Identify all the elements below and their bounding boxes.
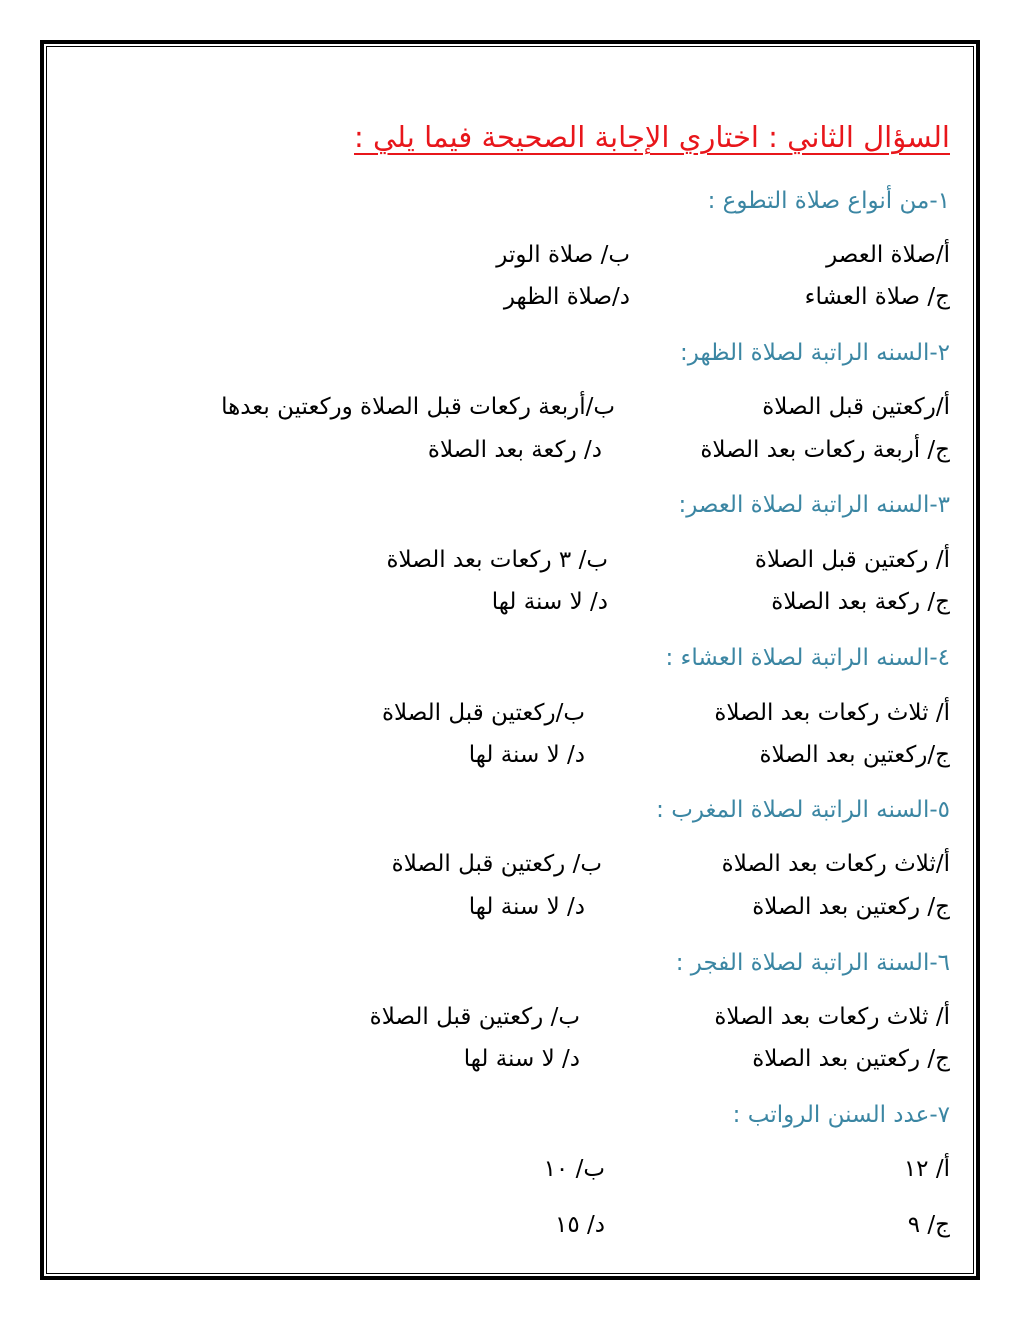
q4-option-b: ب/ركعتين قبل الصلاة [381,700,585,726]
q6-option-c: ج/ ركعتين بعد الصلاة [752,1046,950,1072]
q1-option-d: د/صلاة الظهر [503,284,630,310]
q6-option-a: أ/ ثلاث ركعات بعد الصلاة [714,1004,950,1030]
q1-option-c: ج/ صلاة العشاء [804,284,950,310]
q5-option-c: ج/ ركعتين بعد الصلاة [752,894,950,920]
q1-option-a: أ/صلاة العصر [826,242,950,268]
q7-option-d: د/ ١٥ [554,1212,605,1238]
q2-option-b: ب/أربعة ركعات قبل الصلاة وركعتين بعدها [221,394,615,420]
q2-option-c: ج/ أربعة ركعات بعد الصلاة [700,437,950,463]
q3-option-c: ج/ ركعة بعد الصلاة [771,589,950,615]
question-3: ٣-السنه الراتبة لصلاة العصر: [678,492,950,518]
q3-option-d: د/ لا سنة لها [491,589,608,615]
q4-option-d: د/ لا سنة لها [468,742,585,768]
q3-option-b: ب/ ٣ ركعات بعد الصلاة [386,547,608,573]
q6-option-d: د/ لا سنة لها [463,1046,580,1072]
question-4: ٤-السنه الراتبة لصلاة العشاء : [665,645,950,671]
question-1: ١-من أنواع صلاة التطوع : [707,188,950,214]
question-7: ٧-عدد السنن الرواتب : [732,1102,950,1128]
q7-option-c: ج/ ٩ [907,1212,950,1238]
q2-option-a: أ/ركعتين قبل الصلاة [762,394,950,420]
q5-option-a: أ/ثلاث ركعات بعد الصلاة [721,851,950,877]
q7-option-b: ب/ ١٠ [543,1156,605,1182]
q5-option-d: د/ لا سنة لها [468,894,585,920]
q2-option-d: د/ ركعة بعد الصلاة [427,437,602,463]
q4-option-a: أ/ ثلاث ركعات بعد الصلاة [714,700,950,726]
question-6: ٦-السنة الراتبة لصلاة الفجر : [675,950,950,976]
q3-option-a: أ/ ركعتين قبل الصلاة [754,547,950,573]
question-5: ٥-السنه الراتبة لصلاة المغرب : [656,797,950,823]
q6-option-b: ب/ ركعتين قبل الصلاة [369,1004,580,1030]
question-2: ٢-السنه الراتبة لصلاة الظهر: [680,340,950,366]
q7-option-a: أ/ ١٢ [903,1156,950,1182]
q5-option-b: ب/ ركعتين قبل الصلاة [391,851,602,877]
page-title: السؤال الثاني : اختاري الإجابة الصحيحة فيما يلي : [354,120,950,154]
q4-option-c: ج/ركعتين بعد الصلاة [759,742,950,768]
q1-option-b: ب/ صلاة الوتر [496,242,630,268]
